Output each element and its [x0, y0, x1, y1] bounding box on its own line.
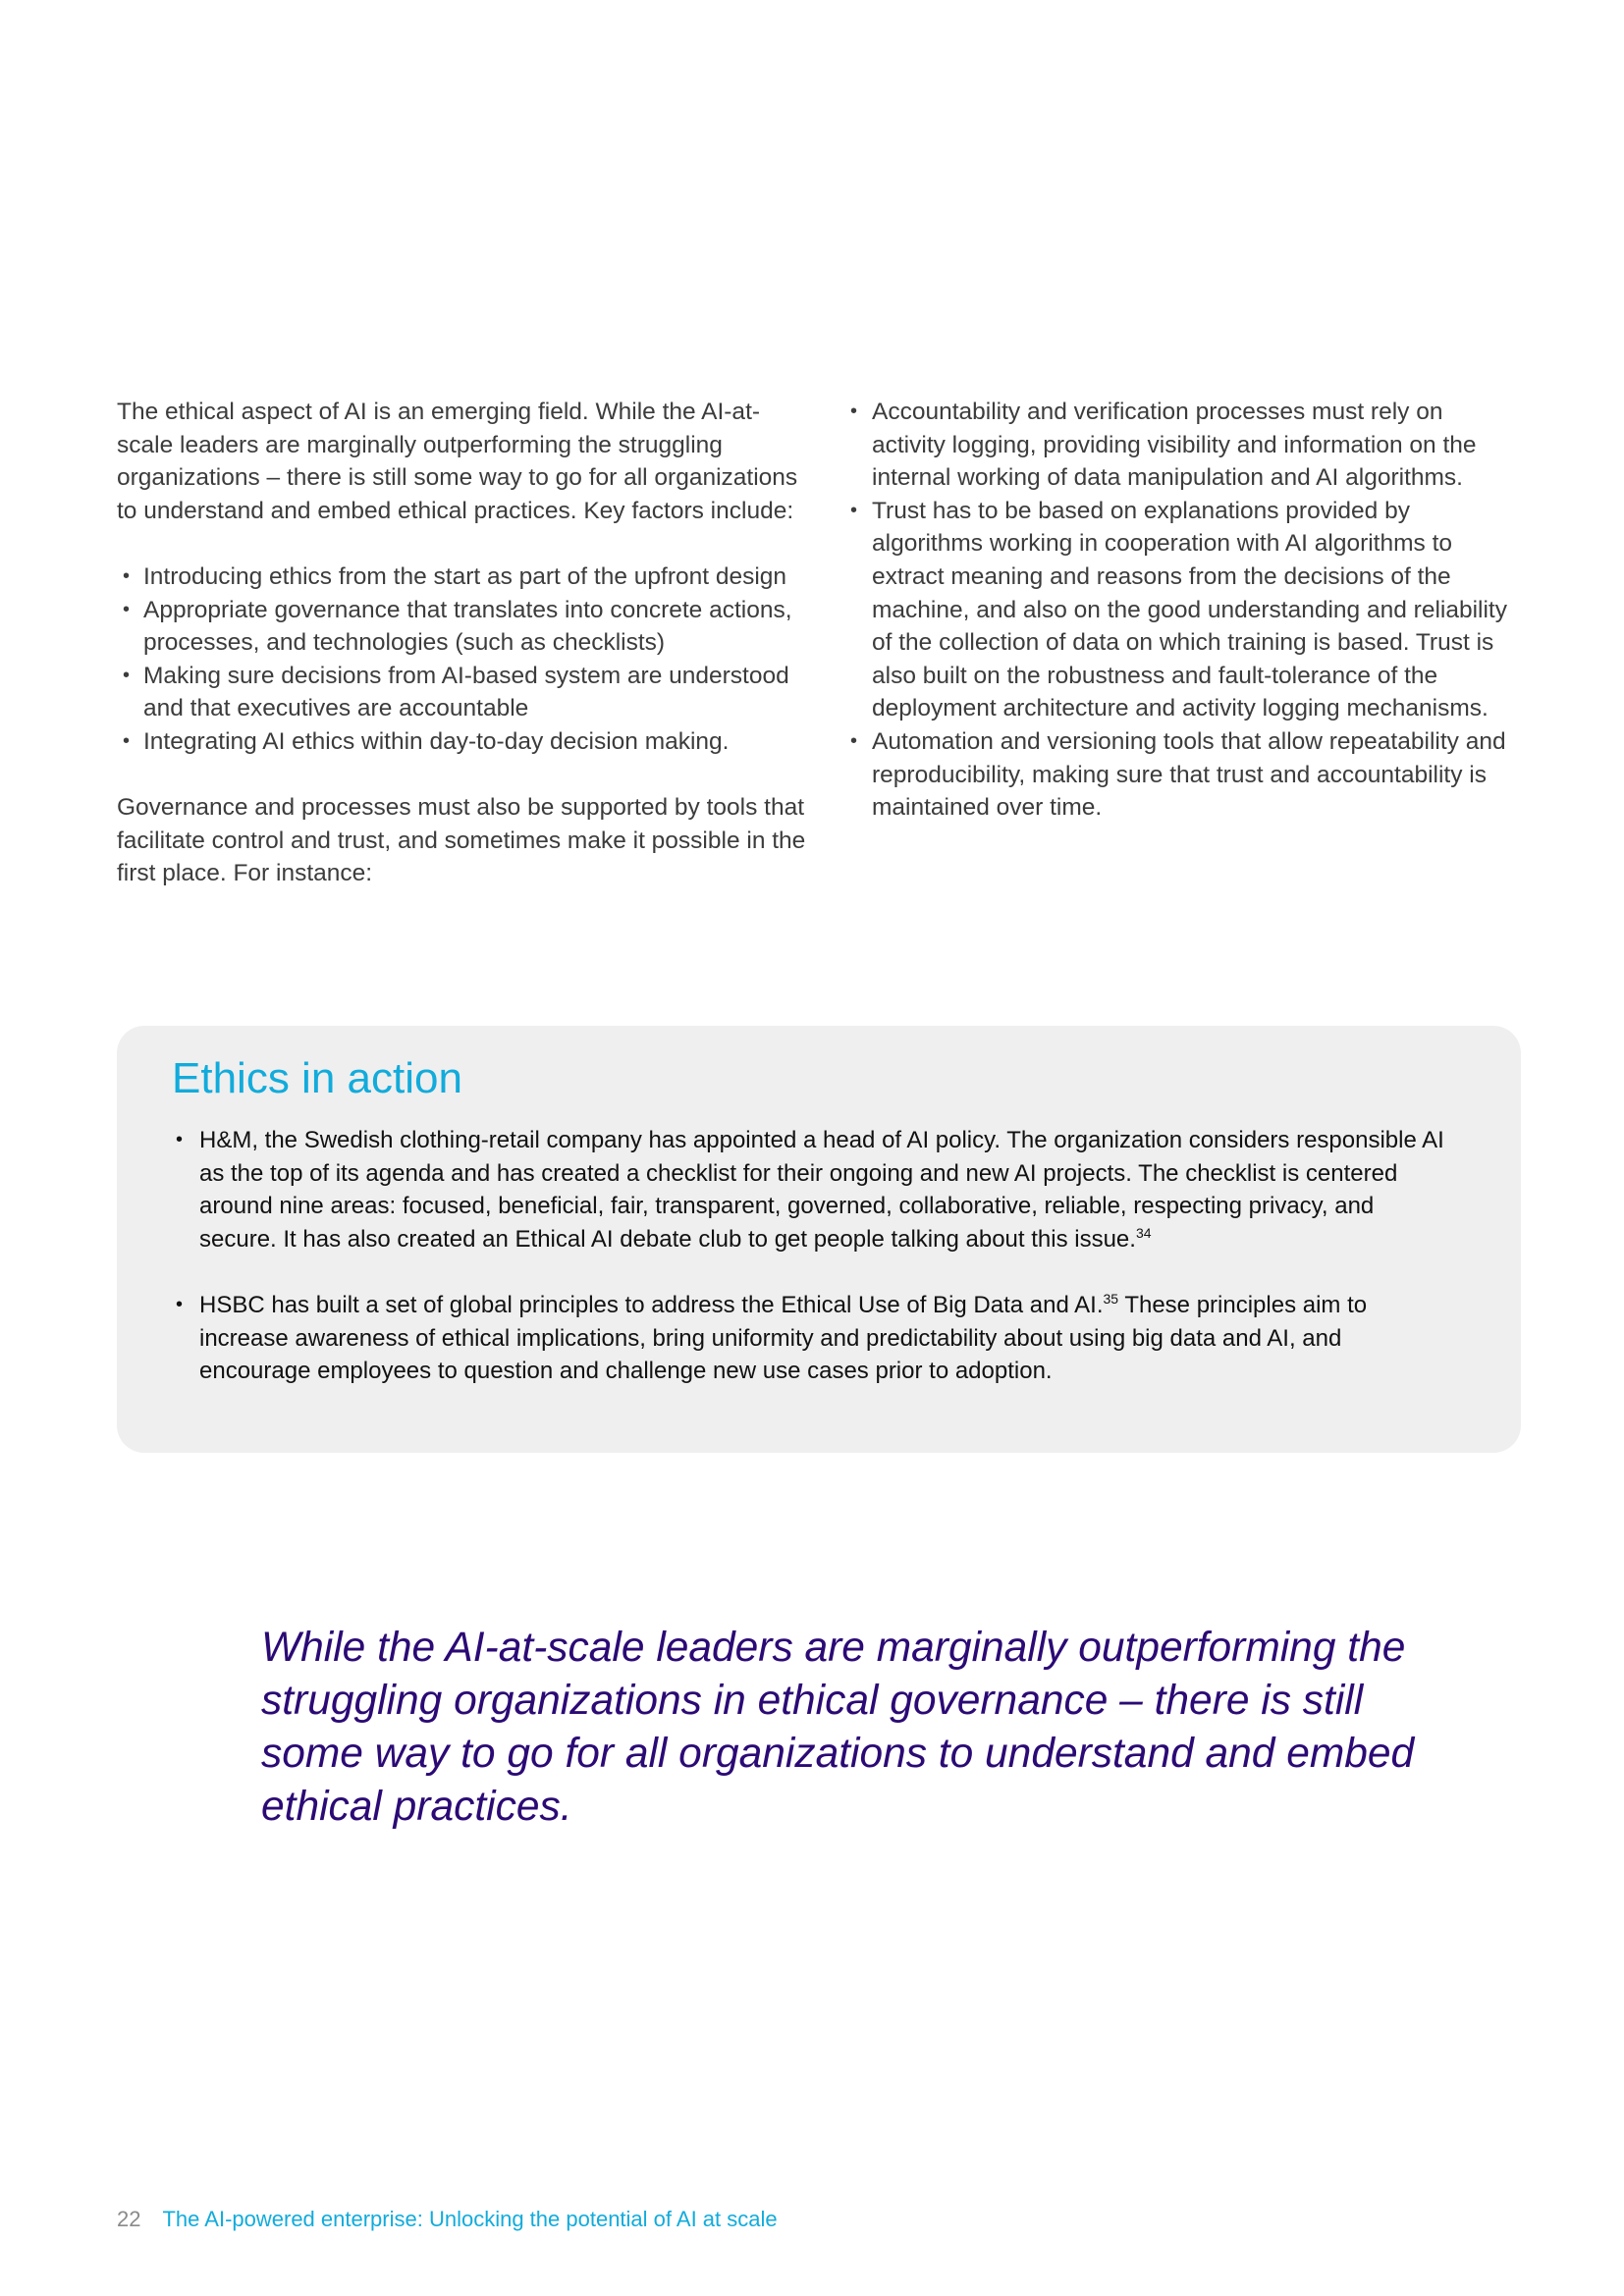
callout-list	[172, 1124, 1448, 1388]
key-factors-list	[117, 561, 809, 759]
left-column	[117, 396, 809, 890]
callout-item-text: These principles aim to increase awareness of ethical implications, bring uniformity and predictability about using big data and AI, and encourage employees to question and challenge new use cases prior to adoption.	[199, 1291, 1368, 1385]
tools-list	[848, 396, 1516, 825]
footnote-ref[interactable]: 34	[1135, 1224, 1152, 1241]
list-item: • Trust has to be based on explanations provided by algorithms working in cooperation with AI algorithms to extract meaning and reasons from the decisions of the machine, and also on the good understanding and reliability of the collection of data on which training is based. Trust is also built on the robustness and fault-tolerance of the deployment architecture and activity logging mechanisms.	[848, 495, 1516, 725]
list-item: • Introducing ethics from the start as part of the upfront design	[117, 561, 809, 594]
callout-title: Ethics in action	[172, 1054, 462, 1102]
list-item: • Integrating AI ethics within day-to-day decision making.	[117, 725, 809, 759]
spacer	[117, 527, 809, 561]
document-title: The AI-powered enterprise: Unlocking the potential of AI at scale	[162, 2207, 778, 2231]
right-column	[848, 396, 1516, 825]
list-item: • Making sure decisions from AI-based system are understood and that executives are accountable	[117, 660, 809, 725]
list-item: • Accountability and verification processes must rely on activity logging, providing visibility and information on the internal working of data manipulation and AI algorithms.	[848, 396, 1516, 495]
page-footer	[117, 2206, 778, 2233]
list-item: • Appropriate governance that translates into concrete actions, processes, and technologies (such as checklists)	[117, 594, 809, 660]
tools-intro-paragraph: Governance and processes must also be supported by tools that facilitate control and trust, and sometimes make it possible in the first place. For instance:	[117, 794, 806, 887]
spacer	[117, 759, 809, 792]
list-item	[172, 1124, 1448, 1255]
footnote-ref[interactable]: 35	[1103, 1290, 1119, 1307]
ethics-in-action-callout	[117, 1026, 1521, 1453]
list-item	[172, 1289, 1448, 1388]
list-item: • Automation and versioning tools that allow repeatability and reproducibility, making sure that trust and accountability is maintained over time.	[848, 725, 1516, 825]
pull-quote: While the AI-at-scale leaders are marginally outperforming the struggling organizations in ethical governance – there is still some way to go for all organizations to understand and embed ethical practices.	[261, 1625, 1415, 1830]
callout-item-text: H&M, the Swedish clothing-retail company has appointed a head of AI policy. The organization considers responsible AI as the top of its agenda and has created a checklist for their ongoing and new AI projects. The checklist is centered around nine areas: focused, beneficial, fair, transparent, governed, collaborative, reliable, respecting privacy, and secure. It has also created an Ethical AI debate club to get people talking about this issue.	[199, 1127, 1444, 1253]
intro-paragraph: The ethical aspect of AI is an emerging field. While the AI-at-scale leaders are marginally outperforming the struggling organizations – there is still some way to go for all organizations to understand and embed ethical practices. Key factors include:	[117, 399, 798, 524]
page-number: 22	[117, 2207, 141, 2231]
callout-item-text: HSBC has built a set of global principles to address the Ethical Use of Big Data and AI.	[199, 1291, 1104, 1318]
